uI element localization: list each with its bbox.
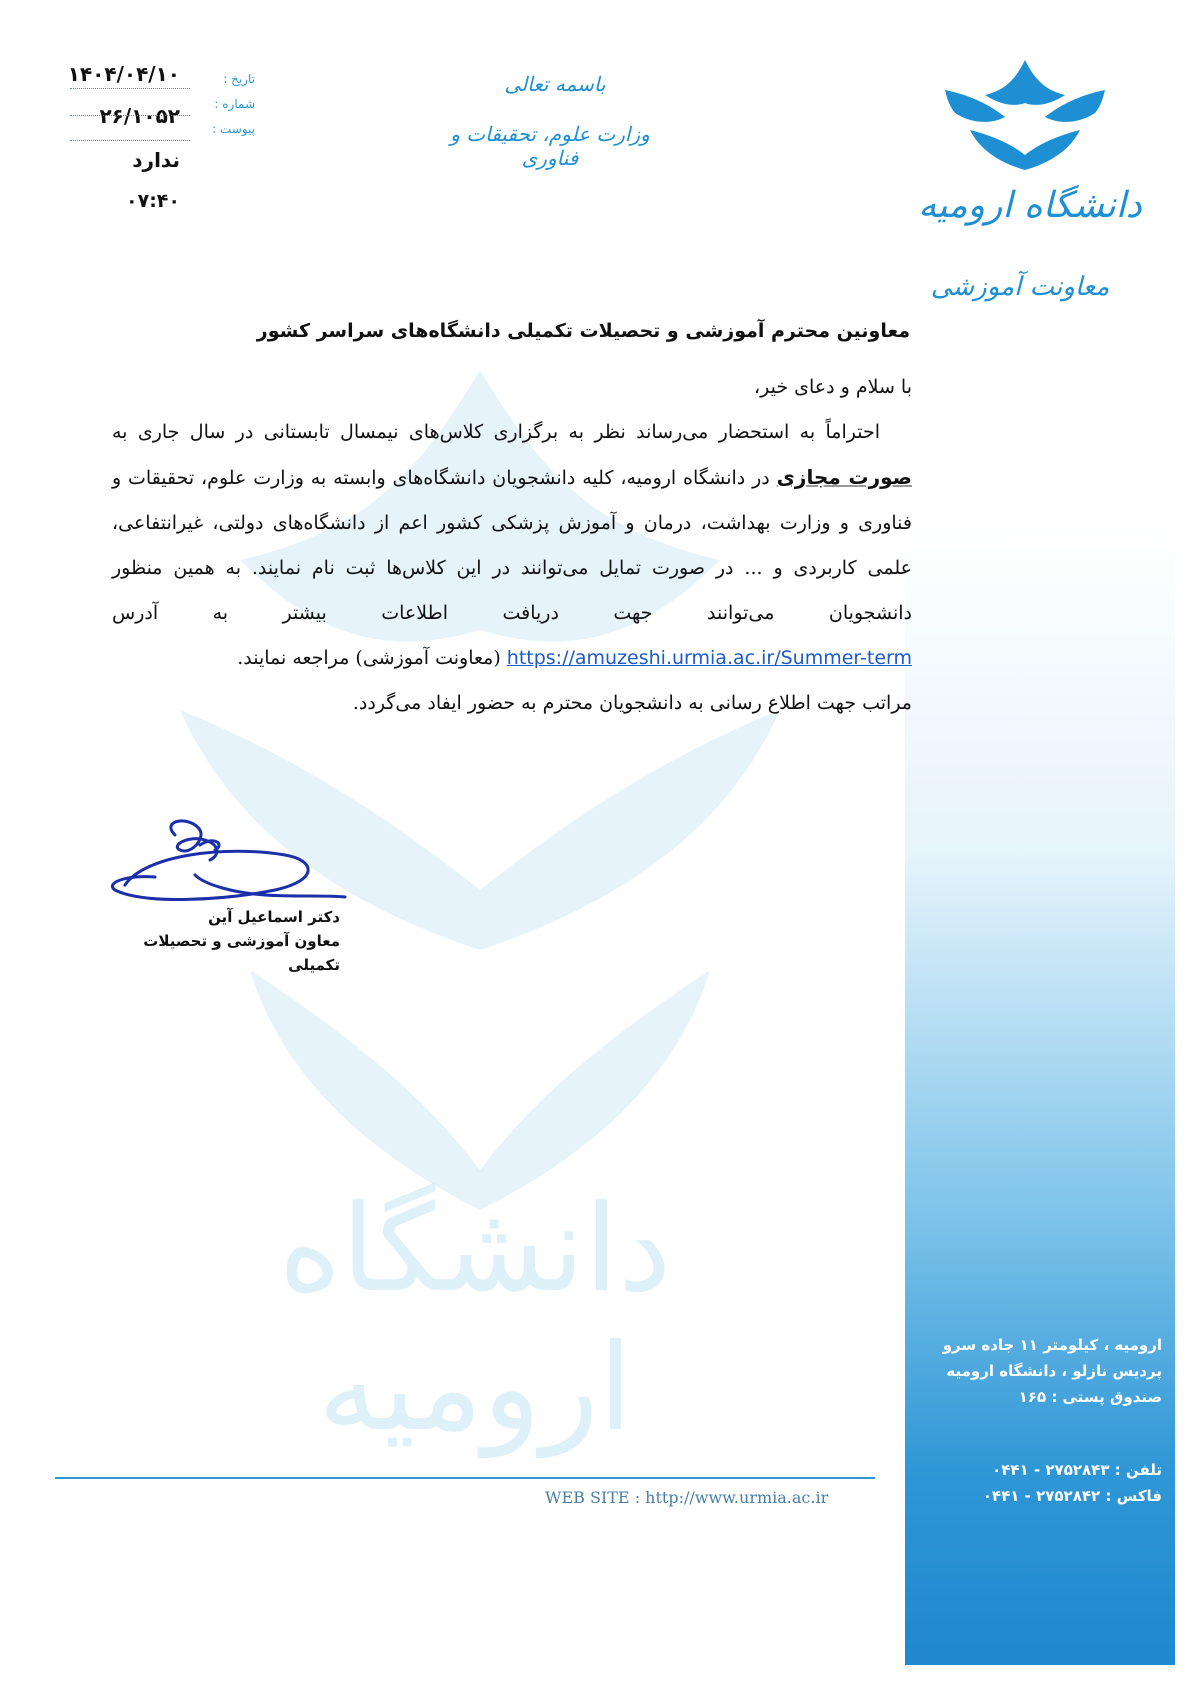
address-line-2: پردیس نازلو ، دانشگاه ارومیه	[946, 1362, 1162, 1380]
signer-title: معاون آموزشی و تحصیلات تکمیلی	[143, 932, 340, 974]
university-logo-icon	[930, 55, 1120, 175]
ministry-name: وزارت علوم، تحقیقات و فناوری	[450, 122, 650, 170]
greeting: با سلام و دعای خیر،	[754, 376, 912, 398]
number-value: ۲۶/۱۰۵۲	[99, 104, 180, 128]
number-line	[70, 115, 190, 116]
time-value: ۰۷:۴۰	[126, 190, 180, 212]
summer-term-link[interactable]: https://amuzeshi.urmia.ac.ir/Summer-term	[506, 647, 912, 669]
contact-block	[882, 1457, 1162, 1509]
address-line-3: صندوق پستی : ۱۶۵	[1018, 1388, 1162, 1406]
phone: تلفن : ۲۷۵۲۸۴۳ - ۰۴۴۱	[992, 1461, 1162, 1479]
attachment-label: پیوست :	[212, 122, 255, 136]
paragraph-part-2: در دانشگاه ارومیه، کلیه دانشجویان دانشگاه‌های وابسته به وزارت علوم، تحقیقات و فناوری و وزارت بهداشت، درمان و آموزش پزشکی کشور اعم از دانشگاه‌های دولتی، غیرانتفاعی، علمی کاربردی و ... در صورت تمایل می‌توانند در این کلاس‌ها ثبت نام نمایند. به همین منظور دانشجویان می‌توانند جهت دریافت اطلاعات بیشتر به آدرس	[112, 467, 912, 624]
paragraph-part-1: احتراماً به استحضار می‌رساند نظر به برگزاری کلاس‌های نیمسال تابستانی در سال جاری به	[112, 421, 880, 443]
signer-name: دکتر اسماعیل آین	[208, 908, 340, 926]
date-line	[70, 88, 190, 89]
watermark-text: دانشگاه ارومیه	[278, 1180, 672, 1458]
signer-block	[110, 905, 340, 977]
letter-body	[112, 365, 912, 726]
address-line-1: ارومیه ، کیلومتر ۱۱ جاده سرو	[942, 1336, 1162, 1354]
university-name: دانشگاه ارومیه	[918, 185, 1142, 226]
number-label: شماره :	[214, 97, 255, 111]
fax: فاکس : ۲۷۵۲۸۴۲ - ۰۴۴۱	[982, 1487, 1162, 1505]
department-name: معاونت آموزشی	[930, 272, 1110, 302]
emphasis-virtual: صورت مجازی	[776, 465, 912, 489]
footer-rule	[55, 1477, 875, 1479]
address-block	[882, 1332, 1162, 1410]
website[interactable]: WEB SITE : http://www.urmia.ac.ir	[545, 1488, 829, 1507]
attachment-line	[70, 140, 190, 141]
basmala: باسمه تعالی	[504, 72, 606, 96]
main-paragraph	[112, 410, 912, 681]
date-label: تاریخ :	[223, 72, 255, 86]
attachment-value: ندارد	[132, 148, 180, 172]
recipient: معاونین محترم آموزشی و تحصیلات تکمیلی دانشگاه‌های سراسر کشور	[256, 320, 910, 342]
closing: مراتب جهت اطلاع رسانی به دانشجویان محترم به حضور ایفاد می‌گردد.	[352, 692, 912, 714]
date-value: ۱۴۰۴/۰۴/۱۰	[67, 62, 180, 86]
paragraph-part-3: (معاونت آموزشی) مراجعه نمایند.	[237, 647, 507, 669]
